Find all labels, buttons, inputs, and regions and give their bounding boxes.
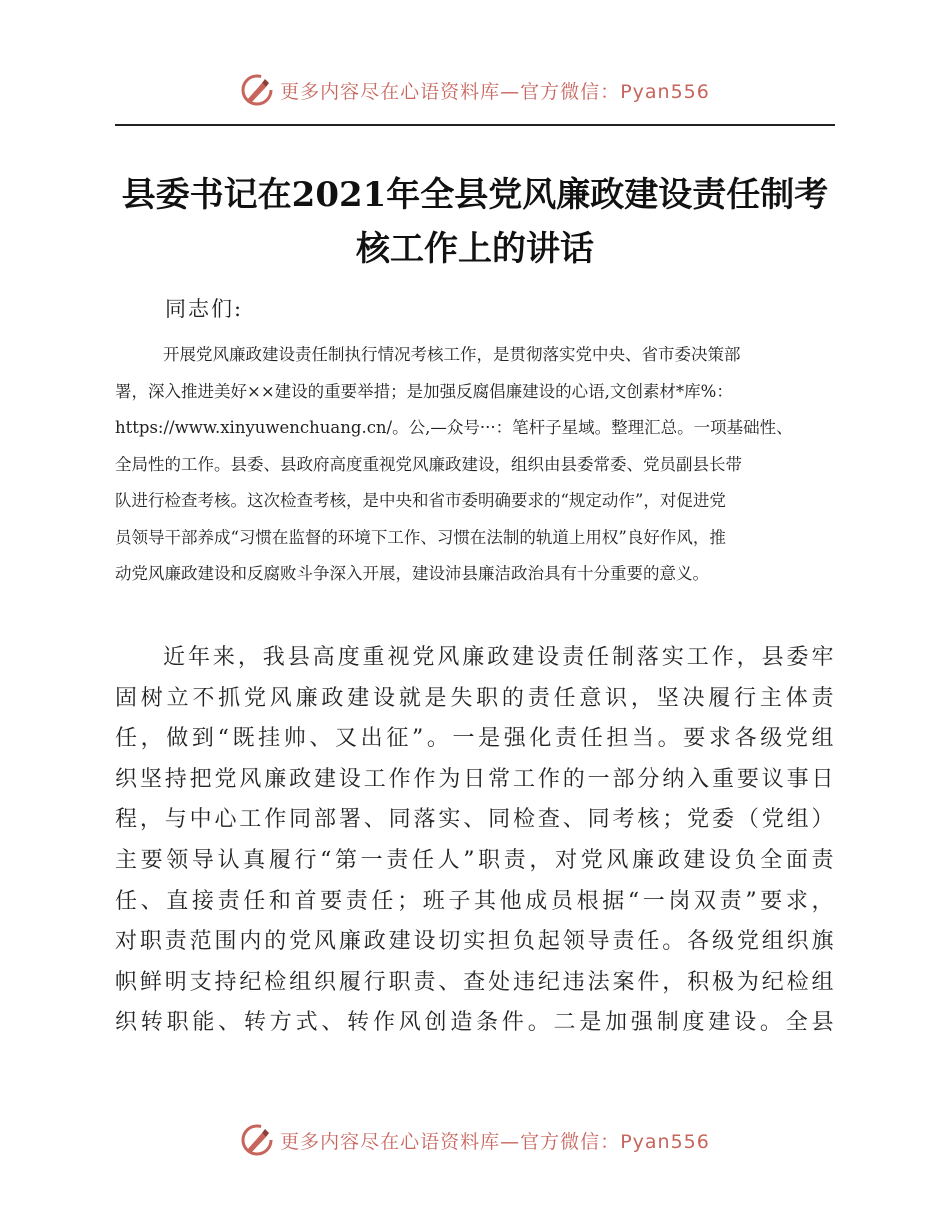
paragraph-line: 任，做到“既挂帅、又出征”。一是强化责任担当。要求各级党组 xyxy=(115,726,835,752)
paragraph-line: 全局性的工作。县委、县政府高度重视党风廉政建设，组织由县委常委、党员副县长带 xyxy=(115,454,742,474)
paragraph-line: 任、直接责任和首要责任；班子其他成员根据“一岗双责”要求， xyxy=(115,888,835,914)
header-divider xyxy=(115,124,835,126)
paragraph-line: 署，深入推进美好××建设的重要举措；是加强反腐倡廉建设的心语,文创素材*库%： xyxy=(115,381,733,401)
paragraph-line: 织转职能、转方式、转作风创造条件。二是加强制度建设。全县 xyxy=(115,1010,835,1036)
paragraph-line: 程，与中心工作同部署、同落实、同检查、同考核；党委（党组） xyxy=(115,807,835,833)
paragraph-line: 开展党风廉政建设责任制执行情况考核工作，是贯彻落实党中央、省市委决策部 xyxy=(163,345,741,364)
paragraph-body xyxy=(115,638,835,1044)
paragraph-line: 近年来，我县高度重视党风廉政建设责任制落实工作，县委牢 xyxy=(163,645,835,670)
paragraph-intro xyxy=(115,337,835,593)
paragraph-line: 织坚持把党风廉政建设工作作为日常工作的一部分纳入重要议事日 xyxy=(115,766,835,792)
header-banner xyxy=(0,70,950,110)
header-banner-text: 更多内容尽在心语资料库—官方微信：Pyan556 xyxy=(280,80,710,103)
pen-logo-icon xyxy=(240,1123,274,1157)
paragraph-line: 帜鲜明支持纪检组织履行职责、查处违纪违法案件，积极为纪检组 xyxy=(115,969,835,995)
paragraph-line: 队进行检查考核。这次检查考核，是中央和省市委明确要求的“规定动作”，对促进党 xyxy=(115,491,726,510)
paragraph-line: 动党风廉政建设和反腐败斗争深入开展，建设沛县廉洁政治具有十分重要的意义。 xyxy=(115,564,709,583)
title-line: 核工作上的讲话 xyxy=(356,229,594,269)
footer-banner-text: 更多内容尽在心语资料库—官方微信：Pyan556 xyxy=(280,1130,710,1153)
paragraph-line: 固树立不抓党风廉政建设就是失职的责任意识，坚决履行主体责 xyxy=(115,685,835,711)
paragraph-line: 对职责范围内的党风廉政建设切实担负起领导责任。各级党组织旗 xyxy=(115,929,835,955)
document-title xyxy=(115,168,835,276)
paragraph-line: 主要领导认真履行“第一责任人”职责，对党风廉政建设负全面责 xyxy=(115,847,835,873)
salutation: 同志们: xyxy=(165,297,244,321)
paragraph-line: 员领导干部养成“习惯在监督的环境下工作、习惯在法制的轨道上用权”良好作风，推 xyxy=(115,527,726,547)
title-line: 县委书记在2021年全县党风廉政建设责任制考 xyxy=(121,175,829,215)
paragraph-line: https://www.xinyuwenchuang.cn/。公,—众号···：笔杆子星域。整理汇总。一项基础性、 xyxy=(115,418,793,437)
pen-logo-icon xyxy=(240,73,274,107)
footer-banner xyxy=(0,1120,950,1160)
